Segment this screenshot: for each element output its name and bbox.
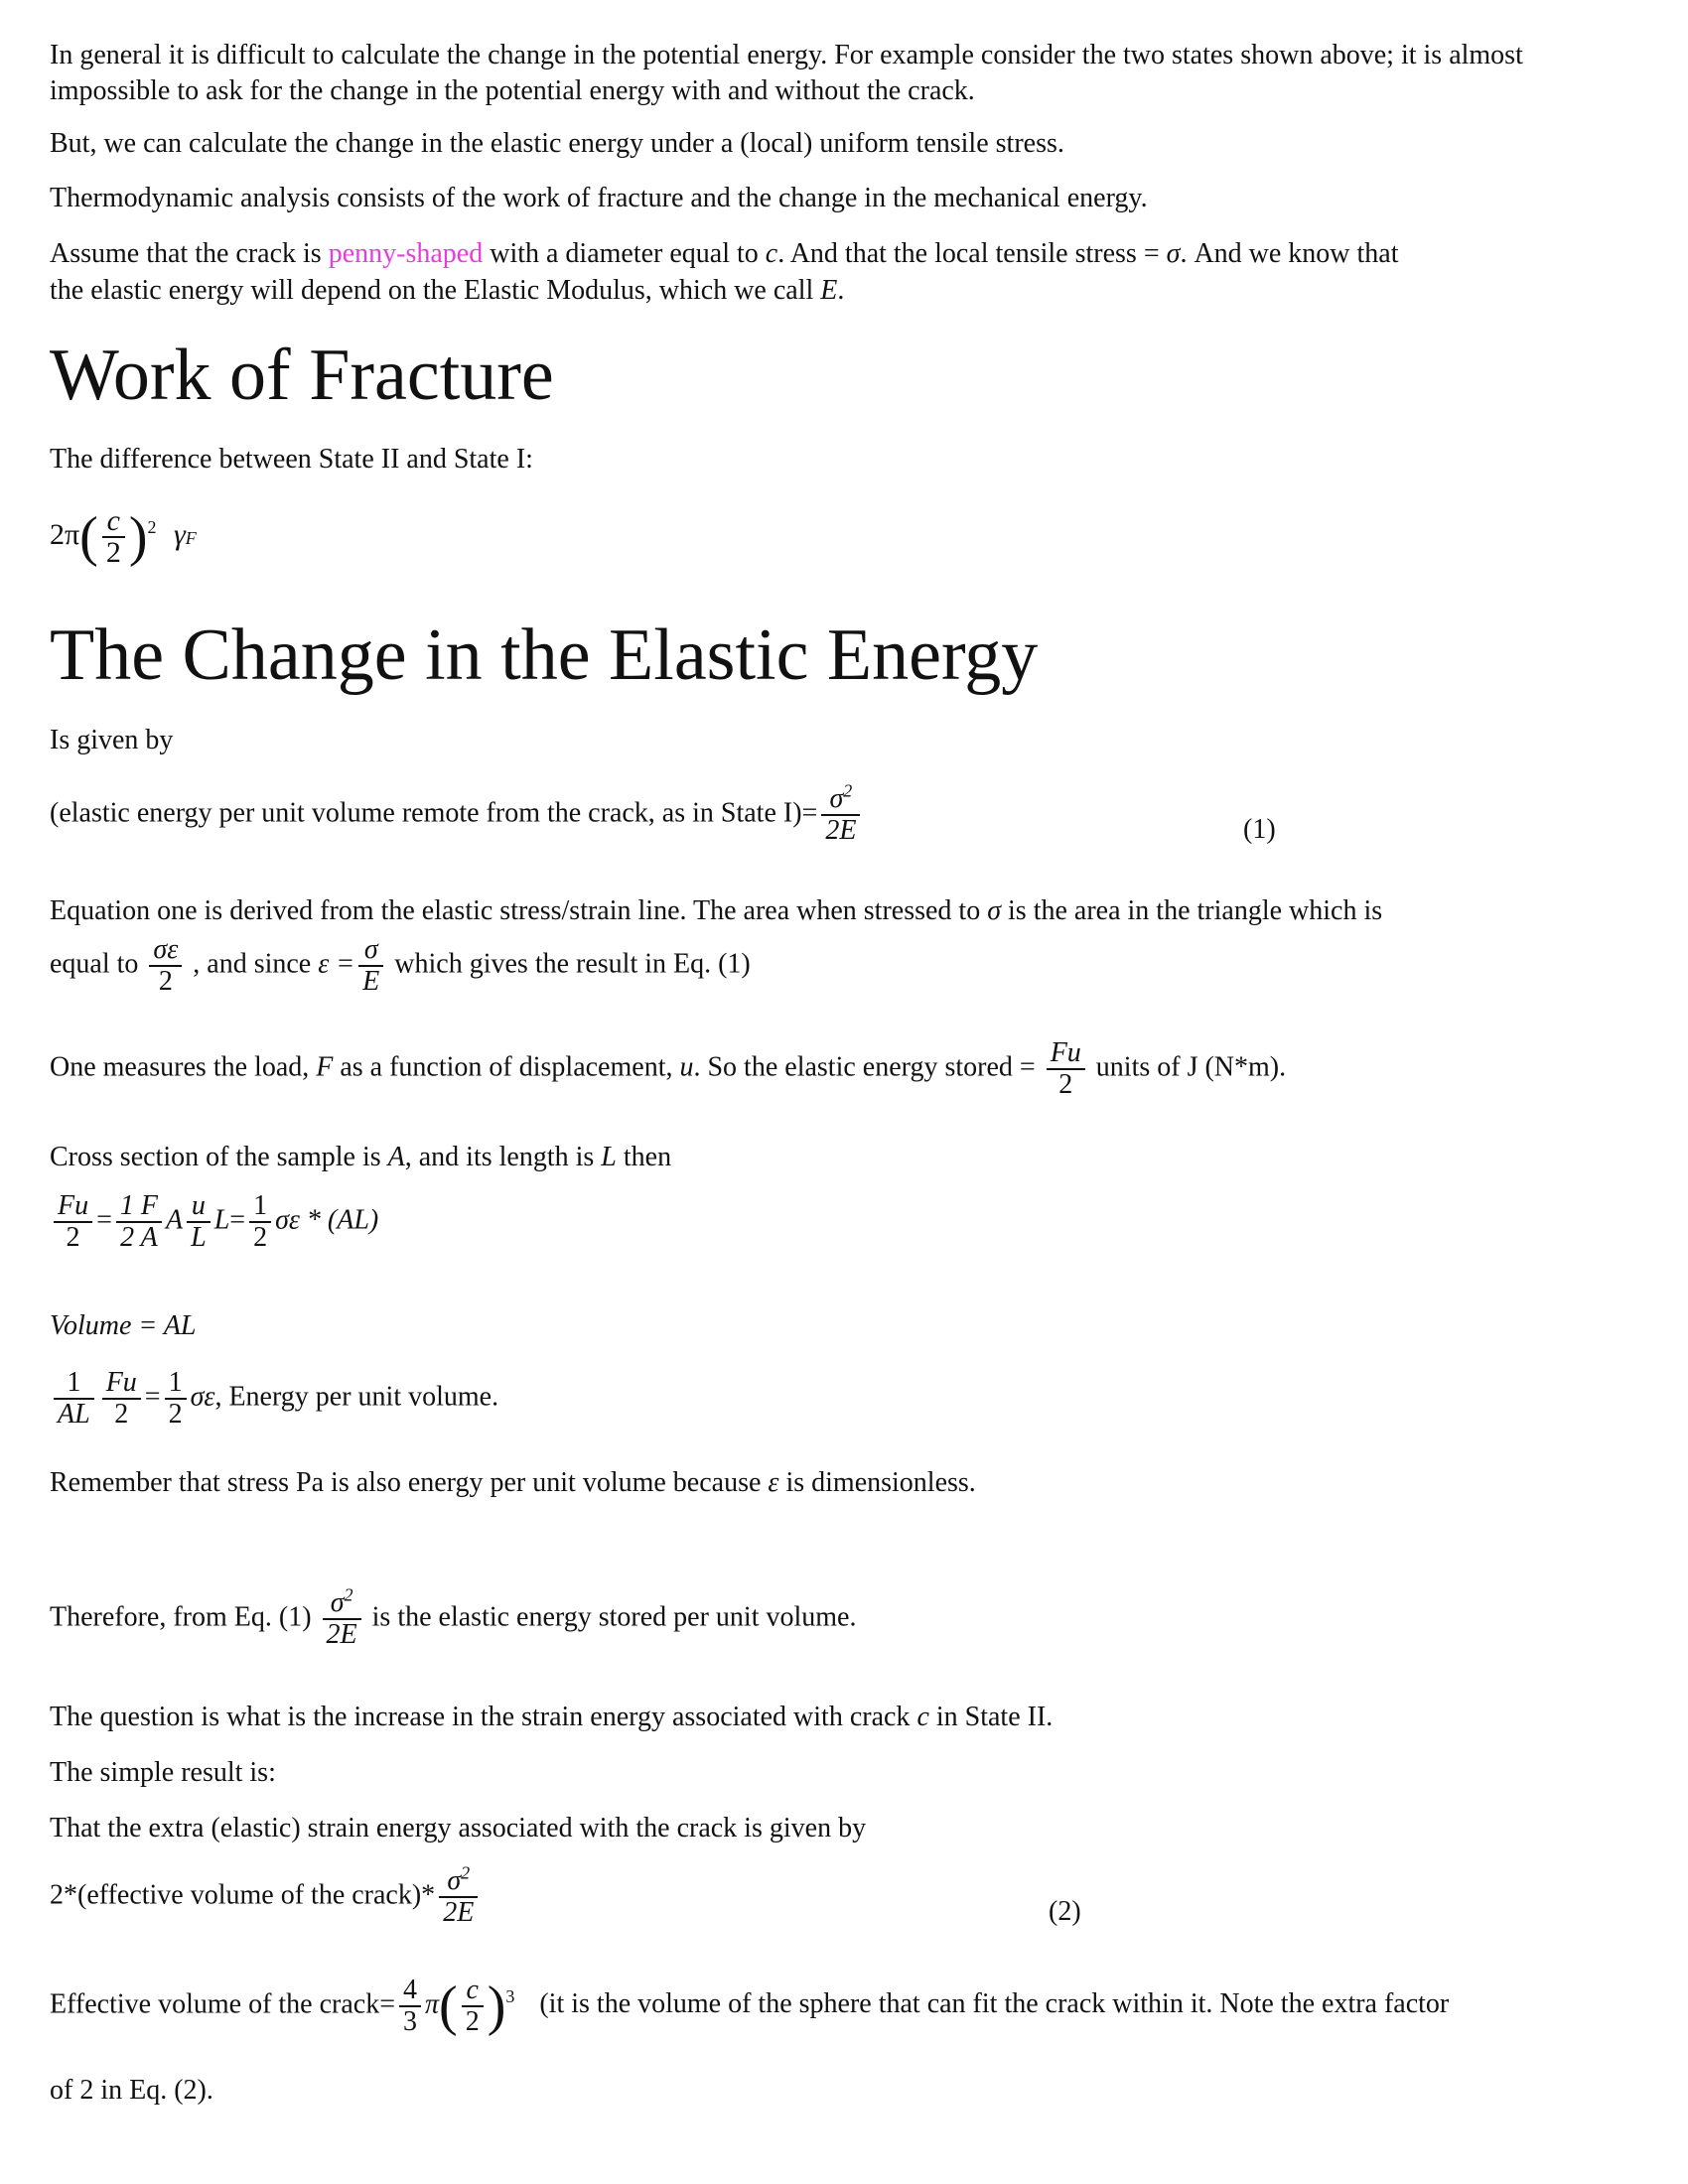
equation-2 [50, 1862, 482, 1928]
effective-volume-line [50, 1976, 1449, 2037]
eq1-label: (1) [1243, 814, 1276, 845]
epu-1-AL [54, 1368, 94, 1430]
p4-text-c: . And that the local tensile stress = [777, 238, 1167, 269]
question-b: in State II. [935, 1702, 1054, 1732]
heading-work-of-fracture: Work of Fracture [50, 335, 554, 416]
sig-over-E [358, 935, 383, 997]
cross-c: then [623, 1142, 672, 1172]
effective-volume-line2: of 2 in Eq. (2). [50, 2075, 213, 2106]
penny-shaped-link[interactable]: penny-shaped [328, 238, 484, 269]
eq2-sigma: σ [447, 1865, 462, 1896]
intro-paragraph-1: In general it is difficult to calculate the change in the potential energy. For example consider the two states shown above; it is almost impossible to ask for the change in the potential energy with and without the crack. [50, 40, 1523, 106]
chain-two: 2 [249, 1221, 271, 1253]
right-paren: ) [128, 506, 148, 568]
chain-equation: $\frac{Fu}{2}$ = $\frac{1 F}{2 A}$ A $\frac{u}{L}$ L= $\frac{1}{2}$ σε * (AL) [50, 1191, 378, 1253]
soe-num: σ [363, 934, 378, 965]
chain-A: A [166, 1204, 184, 1236]
deriv-sigma: σ [987, 895, 1002, 926]
eff-c-over-2 [462, 1976, 484, 2037]
volume-eq: Volume = AL [50, 1310, 197, 1341]
chain-Lmid: L [213, 1204, 230, 1236]
epu-tail: σε [190, 1381, 215, 1413]
eq2-text: 2*(effective volume of the crack)* [50, 1879, 436, 1911]
eq2-fraction [439, 1862, 478, 1928]
p4-text-d: . And we know that [1180, 238, 1399, 269]
remember-line [50, 1465, 976, 1501]
eq2-den: 2E [439, 1896, 478, 1928]
therefore-sigma: σ [330, 1587, 345, 1618]
eq1-num [821, 780, 860, 814]
left-paren: ( [79, 506, 98, 568]
se-fraction [149, 935, 182, 997]
remember-b: is dimensionless. [785, 1467, 976, 1498]
p4-end: . [837, 275, 845, 306]
epu-text: , Energy per unit volume. [214, 1381, 499, 1413]
load-c: . So the elastic energy stored = [693, 1051, 1036, 1083]
eff-left-paren: ( [439, 1976, 458, 2037]
chain-u: u [191, 1190, 206, 1221]
work-coef: 2π [50, 517, 80, 551]
p4-text-b: with a diameter equal to [483, 238, 766, 269]
derivation-line-2 [50, 935, 751, 997]
soe-den: E [358, 965, 383, 997]
derivation-line-1 [50, 893, 1382, 929]
eq1-fraction [821, 780, 860, 846]
eff-pi: π [425, 1988, 440, 2020]
epu-1: 1 [67, 1367, 81, 1398]
chain-one: 1 [253, 1190, 268, 1221]
fu-num: Fu [1050, 1037, 1081, 1068]
eff-cube: 3 [505, 1986, 515, 2007]
cross-A: A [387, 1142, 405, 1172]
eq2-label: (2) [1049, 1896, 1081, 1927]
chain-2a: 2 A [116, 1221, 162, 1253]
eq2-sup: 2 [461, 1862, 471, 1883]
work-difference-line: The difference between State II and State I: [50, 444, 533, 475]
intro-paragraph-2: But, we can calculate the change in the elastic energy under a (local) uniform tensile stress. [50, 128, 1064, 159]
is-given-by: Is given by [50, 725, 174, 755]
deriv-text-a: Equation one is derived from the elastic stress/strain line. The area when stressed to [50, 895, 981, 926]
load-d: units of J (N*m). [1095, 1051, 1287, 1083]
therefore-b: is the elastic energy stored per unit volume. [371, 1601, 857, 1633]
epu-AL: AL [54, 1398, 94, 1430]
load-u: u [679, 1051, 694, 1083]
heading-elastic-energy: The Change in the Elastic Energy [50, 614, 1039, 696]
chain-fu-2 [54, 1191, 92, 1253]
load-a: One measures the load, [50, 1051, 310, 1083]
therefore-a: Therefore, from Eq. (1) [50, 1601, 312, 1633]
question-c: c [916, 1702, 929, 1732]
epu-2: 2 [102, 1398, 141, 1430]
chain-1f: 1 F [119, 1190, 159, 1221]
chain-fu: Fu [58, 1190, 89, 1221]
fu-over-2 [1047, 1038, 1085, 1100]
chain-2: 2 [54, 1221, 92, 1253]
question-a: The question is what is the increase in the strain energy associated with crack [50, 1702, 911, 1732]
eff-four: 4 [403, 1975, 418, 2005]
epu-fu-2 [102, 1368, 141, 1430]
therefore-num [323, 1584, 361, 1618]
p4-text-a: Assume that the crack is [50, 238, 329, 269]
eq1-sup: 2 [843, 780, 853, 801]
four-thirds [399, 1976, 421, 2037]
energy-per-volume-eq: $\frac{1}{AL}$ $\frac{Fu}{2}$ = $\frac{1}{2}$ σε, Energy per unit volume. [50, 1368, 498, 1430]
simple-result: The simple result is: [50, 1757, 276, 1788]
eff-right-paren: ) [487, 1976, 506, 2037]
load-b: as a function of displacement, [340, 1051, 673, 1083]
p4-line2-text: the elastic energy will depend on the Elastic Modulus, which we call [50, 275, 821, 306]
question-line [50, 1700, 1053, 1735]
intro-paragraph-3: Thermodynamic analysis consists of the work of fracture and the change in the mechanical energy. [50, 183, 1148, 213]
symbol-c: c [765, 238, 778, 269]
eq2-num [439, 1862, 478, 1896]
therefore-den: 2E [323, 1618, 361, 1650]
chain-L: L [187, 1221, 211, 1253]
chain-half [249, 1191, 271, 1253]
intro-paragraph-4-line2 [50, 273, 844, 309]
epu-half [165, 1368, 187, 1430]
gamma-subscript: F [185, 527, 197, 548]
deriv-text-b: is the area in the triangle which is [1008, 895, 1383, 926]
se-den: 2 [149, 965, 182, 997]
eq1-sigma: σ [829, 783, 844, 814]
eff-text: Effective volume of the crack= [50, 1988, 396, 2020]
c-over-2 [102, 506, 125, 568]
epu-two: 2 [165, 1398, 187, 1430]
eff-2: 2 [462, 2005, 484, 2037]
symbol-sigma: σ [1166, 238, 1181, 269]
extra-line: That the extra (elastic) strain energy associated with the crack is given by [50, 1813, 867, 1843]
intro-paragraph-4 [50, 236, 1399, 272]
gives-result: which gives the result in Eq. (1) [394, 948, 751, 980]
load-F: F [316, 1051, 334, 1083]
eps-eq: ε = [318, 948, 355, 980]
equal-to: equal to [50, 948, 139, 980]
remember-a: Remember that stress Pa is also energy per unit volume because [50, 1467, 762, 1498]
fu-den: 2 [1047, 1068, 1085, 1100]
frac-den: 2 [102, 536, 125, 568]
equation-1 [50, 780, 864, 846]
eff-c: c [466, 1975, 479, 2005]
eq1-text: (elastic energy per unit volume remote from the crack, as in State I)= [50, 797, 818, 829]
therefore-line [50, 1584, 857, 1650]
and-since: , and since [193, 948, 312, 980]
epu-fu: Fu [105, 1367, 137, 1398]
symbol-E: E [820, 275, 838, 306]
work-exponent: 2 [147, 516, 157, 537]
eff-tail: (it is the volume of the sphere that can fit the crack within it. Note the extra factor [539, 1988, 1450, 2020]
frac-num: c [106, 504, 120, 537]
eq1-den: 2E [821, 814, 860, 846]
gamma-symbol: γ [173, 517, 186, 551]
load-line [50, 1038, 1286, 1100]
cross-L: L [601, 1142, 617, 1172]
cross-a: Cross section of the sample is [50, 1142, 381, 1172]
chain-1f-2a [116, 1191, 162, 1253]
cross-section-line [50, 1140, 671, 1175]
work-formula [50, 506, 197, 568]
chain-u-L [187, 1191, 211, 1253]
therefore-sup: 2 [344, 1584, 353, 1605]
se-num: σε [153, 934, 179, 965]
therefore-fraction [323, 1584, 361, 1650]
remember-eps: ε [768, 1467, 779, 1498]
epu-one: 1 [168, 1367, 183, 1398]
eff-three: 3 [399, 2005, 421, 2037]
chain-tail: σε * (AL) [275, 1204, 379, 1236]
cross-b: , and its length is [404, 1142, 595, 1172]
